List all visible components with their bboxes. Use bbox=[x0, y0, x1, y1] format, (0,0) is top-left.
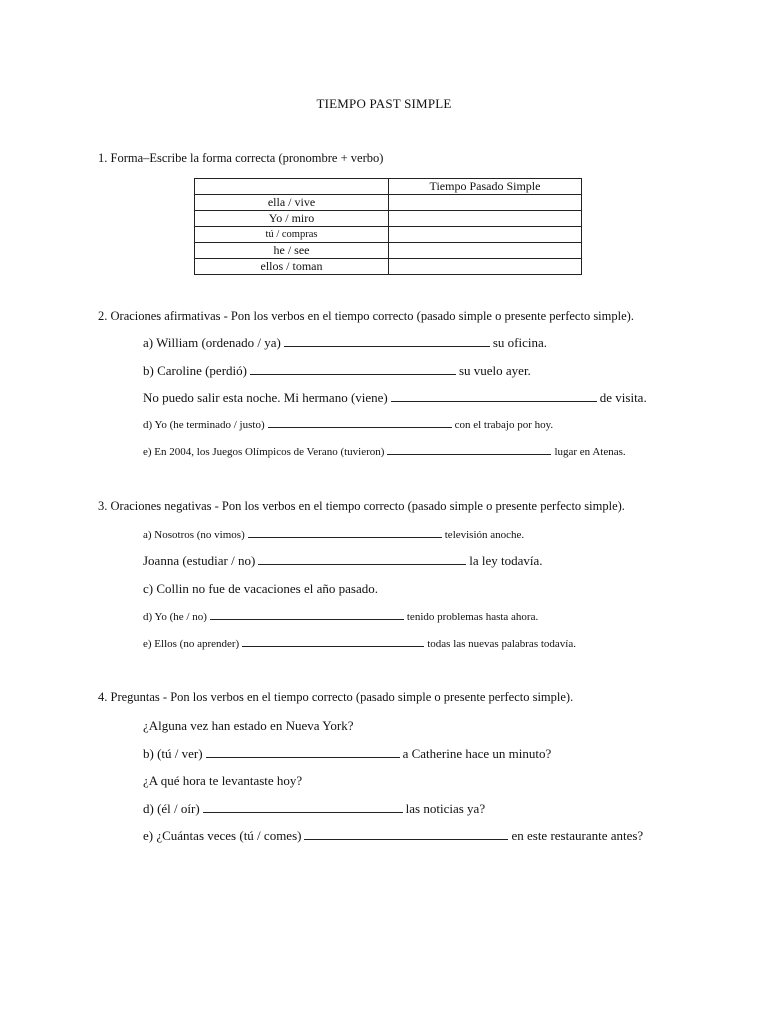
item-prompt: a) Nosotros (no vimos) bbox=[143, 529, 245, 541]
item-prompt: e) En 2004, los Juegos Olímpicos de Verano (tuvieron) bbox=[143, 446, 385, 458]
table-header-row bbox=[195, 179, 582, 195]
conjugation-table bbox=[194, 178, 582, 275]
list-item bbox=[143, 609, 538, 623]
item-prompt: e) ¿Cuántas veces (tú / comes) bbox=[143, 828, 302, 843]
table-cell-answer[interactable] bbox=[389, 211, 582, 227]
section2-heading: 2. Oraciones afirmativas - Pon los verbos en el tiempo correcto (pasado simple o presente perfecto simple). bbox=[98, 309, 634, 323]
answer-blank[interactable] bbox=[203, 802, 403, 813]
answer-blank[interactable] bbox=[284, 336, 490, 347]
table-cell-answer[interactable] bbox=[389, 243, 582, 259]
answer-blank[interactable] bbox=[391, 391, 597, 402]
list-item bbox=[143, 718, 353, 734]
table-row bbox=[195, 243, 582, 259]
item-continuation: tenido problemas hasta ahora. bbox=[406, 611, 539, 623]
answer-blank[interactable] bbox=[248, 527, 442, 538]
section1-heading: 1. Forma–Escribe la forma correcta (pronombre + verbo) bbox=[98, 151, 384, 165]
list-item bbox=[143, 581, 378, 597]
table-cell-answer[interactable] bbox=[389, 195, 582, 211]
list-item bbox=[143, 773, 302, 789]
item-continuation: lugar en Atenas. bbox=[554, 446, 626, 458]
item-continuation: televisión anoche. bbox=[444, 529, 525, 541]
item-continuation: todas las nuevas palabras todavía. bbox=[427, 638, 576, 650]
item-continuation: a Catherine hace un minuto? bbox=[402, 746, 552, 761]
list-item bbox=[143, 801, 485, 817]
list-item bbox=[143, 553, 543, 569]
item-prompt: a) William (ordenado / ya) bbox=[143, 335, 281, 350]
list-item bbox=[143, 335, 547, 351]
answer-blank[interactable] bbox=[206, 747, 400, 758]
answer-blank[interactable] bbox=[210, 609, 404, 620]
item-prompt: b) (tú / ver) bbox=[143, 746, 203, 761]
section3-heading: 3. Oraciones negativas - Pon los verbos en el tiempo correcto (pasado simple o presente perfecto simple). bbox=[98, 499, 625, 513]
table-header-right: Tiempo Pasado Simple bbox=[389, 179, 582, 195]
page-title: TIEMPO PAST SIMPLE bbox=[316, 96, 452, 111]
list-item bbox=[143, 417, 553, 431]
table-row bbox=[195, 227, 582, 243]
item-prompt: b) Caroline (perdió) bbox=[143, 363, 247, 378]
item-continuation: en este restaurante antes? bbox=[511, 828, 644, 843]
item-prompt: Joanna (estudiar / no) bbox=[143, 553, 256, 568]
table-cell-answer[interactable] bbox=[389, 259, 582, 275]
list-item bbox=[143, 746, 551, 762]
list-item bbox=[143, 390, 647, 406]
table-row bbox=[195, 259, 582, 275]
table-cell-prompt: tú / compras bbox=[195, 227, 389, 243]
list-item bbox=[143, 828, 643, 844]
item-continuation: de visita. bbox=[599, 390, 647, 405]
table-row bbox=[195, 211, 582, 227]
item-continuation: su oficina. bbox=[492, 335, 548, 350]
item-continuation: con el trabajo por hoy. bbox=[454, 419, 554, 431]
item-prompt: ¿Alguna vez han estado en Nueva York? bbox=[143, 718, 354, 733]
list-item bbox=[143, 527, 524, 541]
item-prompt: e) Ellos (no aprender) bbox=[143, 638, 240, 650]
table-cell-prompt: Yo / miro bbox=[195, 211, 389, 227]
answer-blank[interactable] bbox=[258, 554, 466, 565]
item-prompt: No puedo salir esta noche. Mi hermano (viene) bbox=[143, 390, 388, 405]
item-prompt: ¿A qué hora te levantaste hoy? bbox=[143, 773, 303, 788]
item-continuation: las noticias ya? bbox=[405, 801, 486, 816]
table-cell-prompt: ellos / toman bbox=[195, 259, 389, 275]
item-prompt: d) Yo (he / no) bbox=[143, 611, 207, 623]
table-row bbox=[195, 195, 582, 211]
section4-heading: 4. Preguntas - Pon los verbos en el tiempo correcto (pasado simple o presente perfecto simple). bbox=[98, 690, 574, 704]
list-item bbox=[143, 363, 531, 379]
item-continuation: la ley todavía. bbox=[469, 553, 543, 568]
item-prompt: d) (él / oír) bbox=[143, 801, 200, 816]
table-header-left bbox=[195, 179, 389, 195]
item-prompt: d) Yo (he terminado / justo) bbox=[143, 419, 265, 431]
answer-blank[interactable] bbox=[387, 444, 551, 455]
item-prompt: c) Collin no fue de vacaciones el año pasado. bbox=[143, 581, 378, 596]
answer-blank[interactable] bbox=[242, 636, 424, 647]
list-item bbox=[143, 444, 626, 458]
table-cell-answer[interactable] bbox=[389, 227, 582, 243]
item-continuation: su vuelo ayer. bbox=[458, 363, 531, 378]
table-cell-prompt: he / see bbox=[195, 243, 389, 259]
answer-blank[interactable] bbox=[250, 364, 456, 375]
answer-blank[interactable] bbox=[304, 829, 508, 840]
answer-blank[interactable] bbox=[268, 417, 452, 428]
table-cell-prompt: ella / vive bbox=[195, 195, 389, 211]
list-item bbox=[143, 636, 576, 650]
